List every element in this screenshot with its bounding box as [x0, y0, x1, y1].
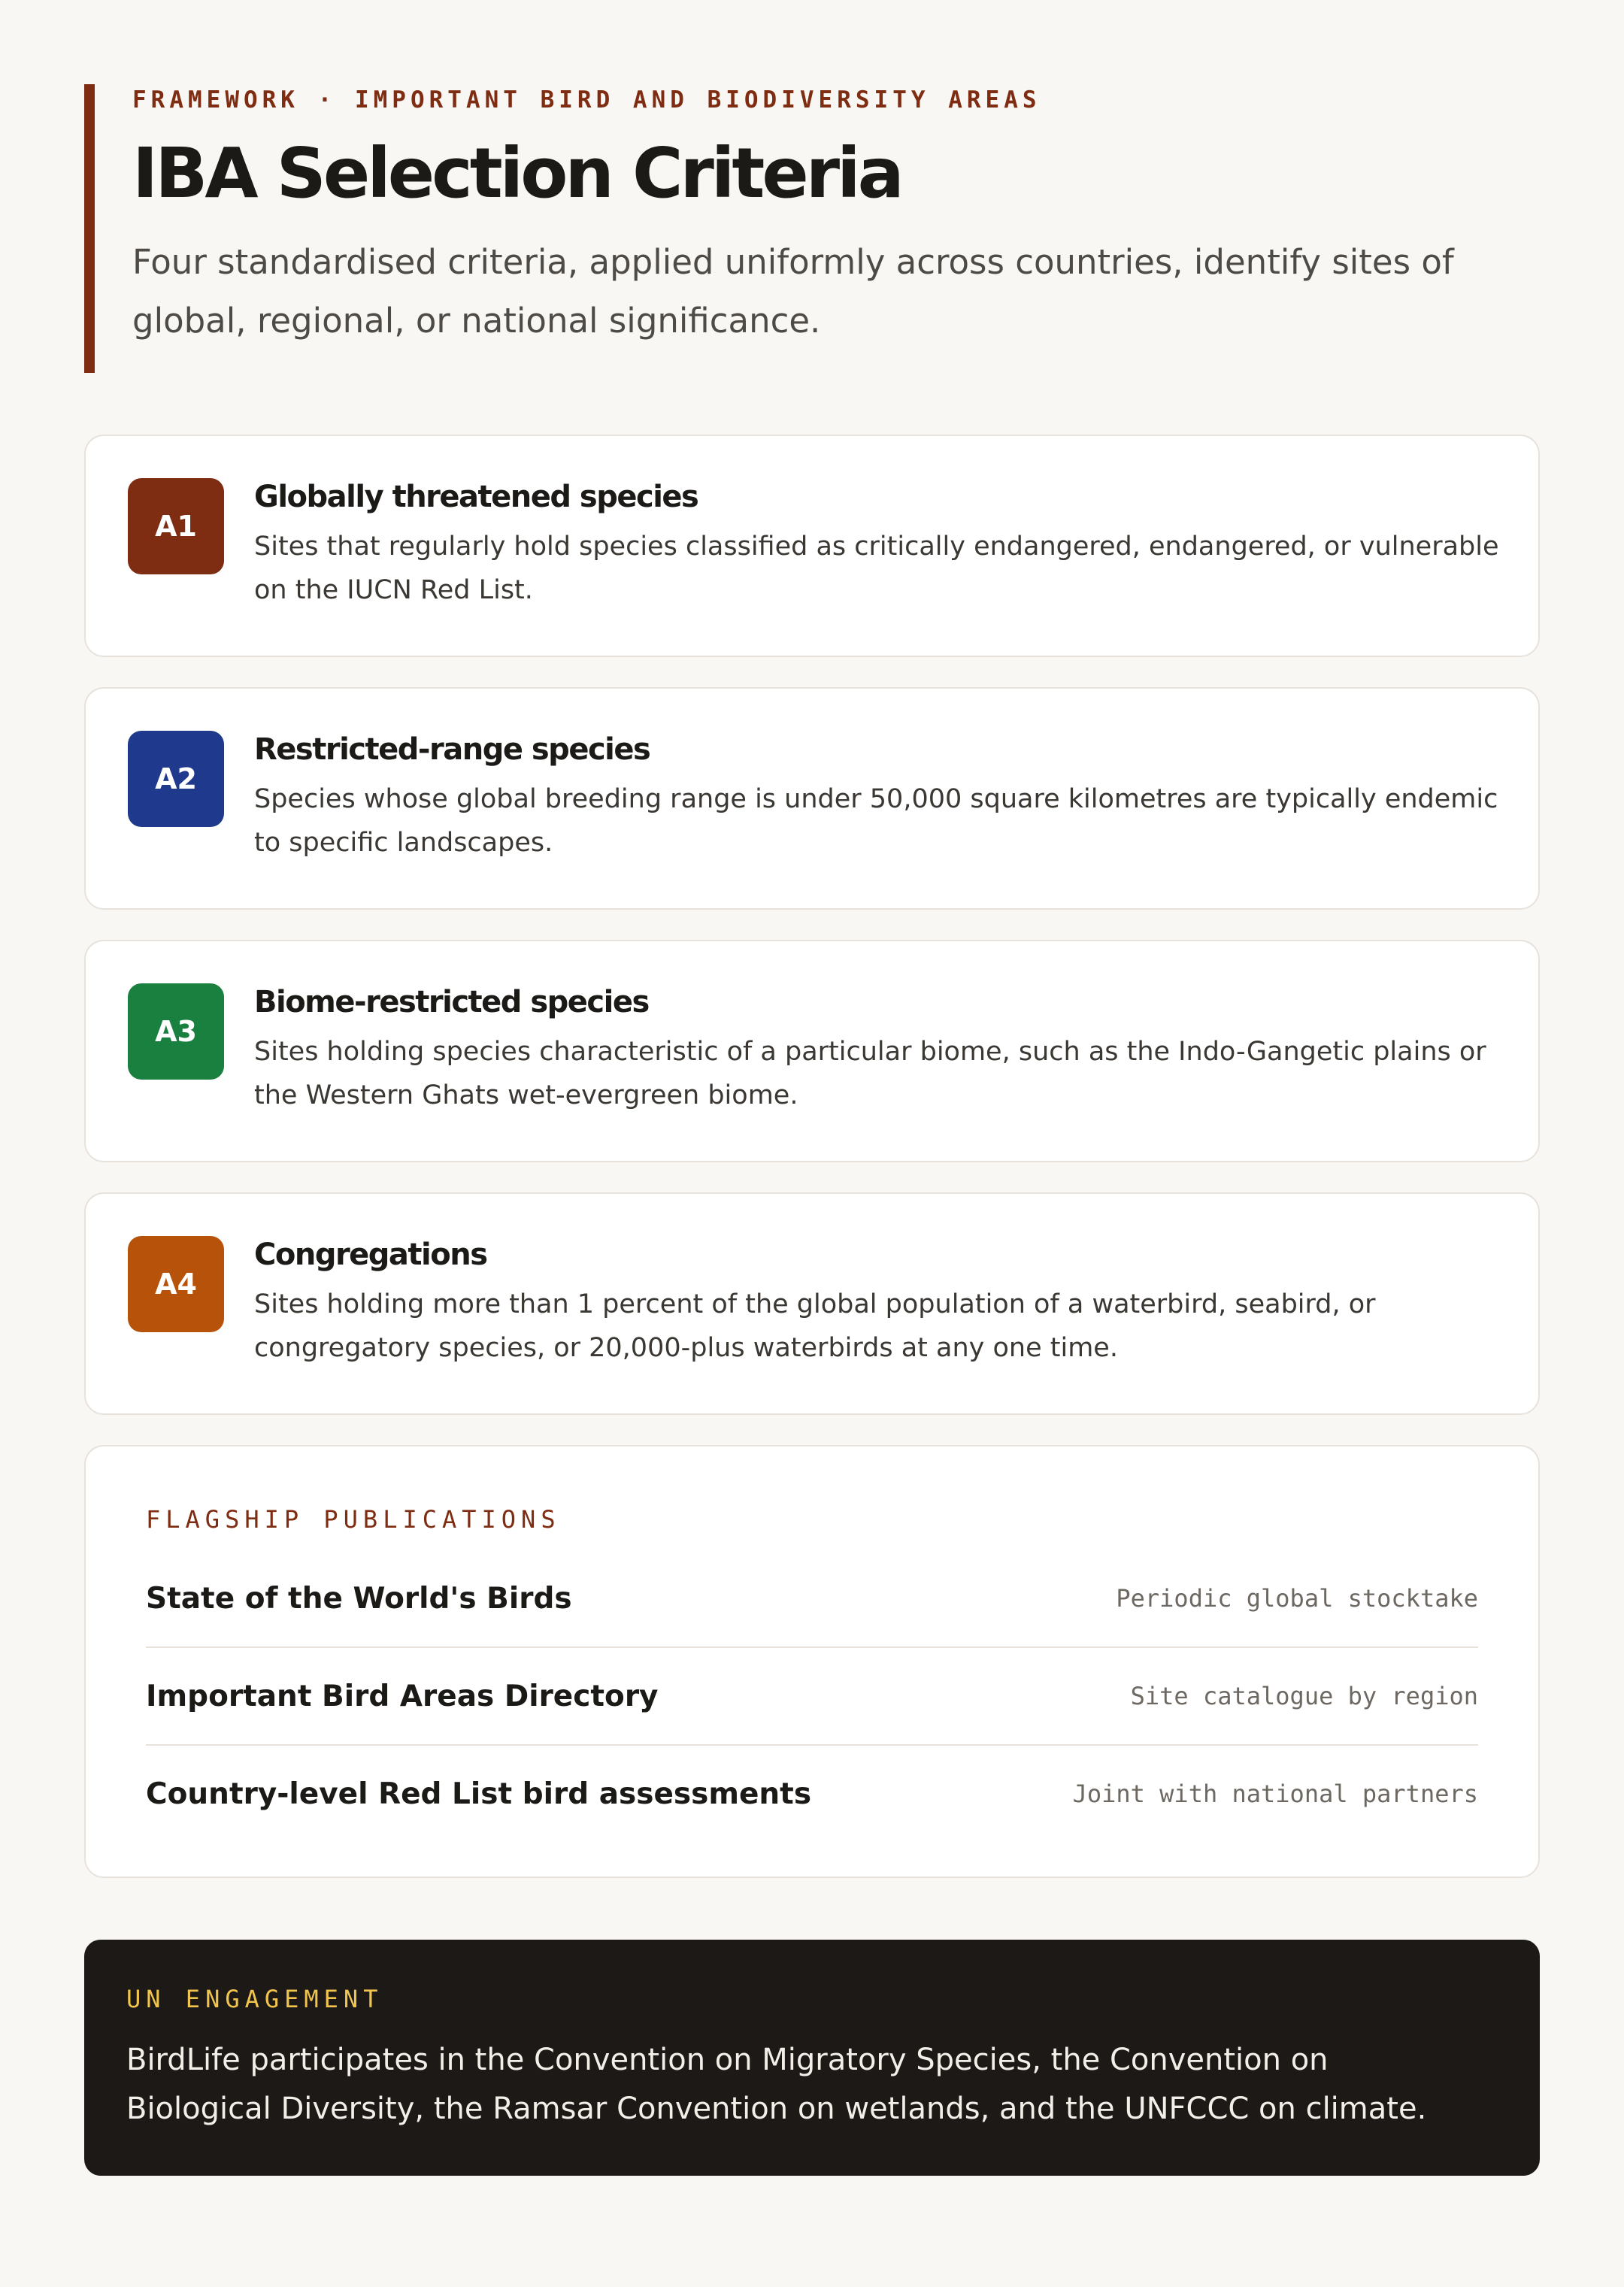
publications-panel	[84, 1445, 1540, 1878]
criterion-card-a2	[84, 687, 1540, 910]
page	[84, 84, 1540, 2176]
un-engagement-panel	[84, 1940, 1540, 2176]
criteria-list	[84, 435, 1540, 1415]
criterion-badge: A1	[128, 478, 224, 574]
criterion-badge: A4	[128, 1236, 224, 1332]
criterion-card-a3	[84, 940, 1540, 1162]
criterion-title: Biome-restricted species	[254, 985, 649, 1019]
criterion-card-a1	[84, 435, 1540, 657]
page-subtitle: Four standardised criteria, applied uniformly across countries, identify sites of global, regional, or national significance.	[132, 242, 1454, 341]
publications-label: FLAGSHIP PUBLICATIONS	[146, 1505, 561, 1534]
publication-note: Periodic global stocktake	[1116, 1584, 1478, 1613]
page-header	[84, 84, 1540, 373]
criterion-title: Globally threatened species	[254, 480, 698, 514]
criterion-card-a4	[84, 1192, 1540, 1415]
criterion-description: Sites holding more than 1 percent of the global population of a waterbird, seabird, or congregatory species, or 20,000-plus waterbirds at any one time.	[254, 1289, 1376, 1363]
un-engagement-label: UN ENGAGEMENT	[126, 1985, 383, 2013]
publication-note: Site catalogue by region	[1130, 1682, 1478, 1710]
criterion-description: Sites that regularly hold species classified as critically endangered, endangered, or vulnerable on the IUCN Red List.	[254, 532, 1499, 605]
criterion-description: Species whose global breeding range is under 50,000 square kilometres are typically endemic to specific landscapes.	[254, 784, 1498, 858]
criterion-badge: A2	[128, 731, 224, 827]
publication-note: Joint with national partners	[1072, 1780, 1478, 1808]
eyebrow-label: FRAMEWORK · IMPORTANT BIRD AND BIODIVERSITY AREAS	[132, 86, 1041, 114]
un-engagement-text: BirdLife participates in the Convention on Migratory Species, the Convention on Biological Diversity, the Ramsar Convention on wetlands, and the UNFCCC on climate.	[126, 2043, 1427, 2126]
publication-title: Country-level Red List bird assessments	[146, 1777, 812, 1811]
publication-title: State of the World's Birds	[146, 1581, 572, 1616]
header-accent-bar	[84, 84, 95, 373]
publication-title: Important Bird Areas Directory	[146, 1679, 659, 1713]
publication-row	[146, 1746, 1478, 1842]
criterion-description: Sites holding species characteristic of a particular biome, such as the Indo-Gangetic plains or the Western Ghats wet-evergreen biome.	[254, 1037, 1486, 1110]
publication-row	[146, 1648, 1478, 1746]
criterion-title: Congregations	[254, 1237, 487, 1272]
page-title: IBA Selection Criteria	[132, 133, 901, 214]
criterion-title: Restricted-range species	[254, 732, 650, 767]
criterion-badge: A3	[128, 983, 224, 1080]
publication-row	[146, 1550, 1478, 1648]
